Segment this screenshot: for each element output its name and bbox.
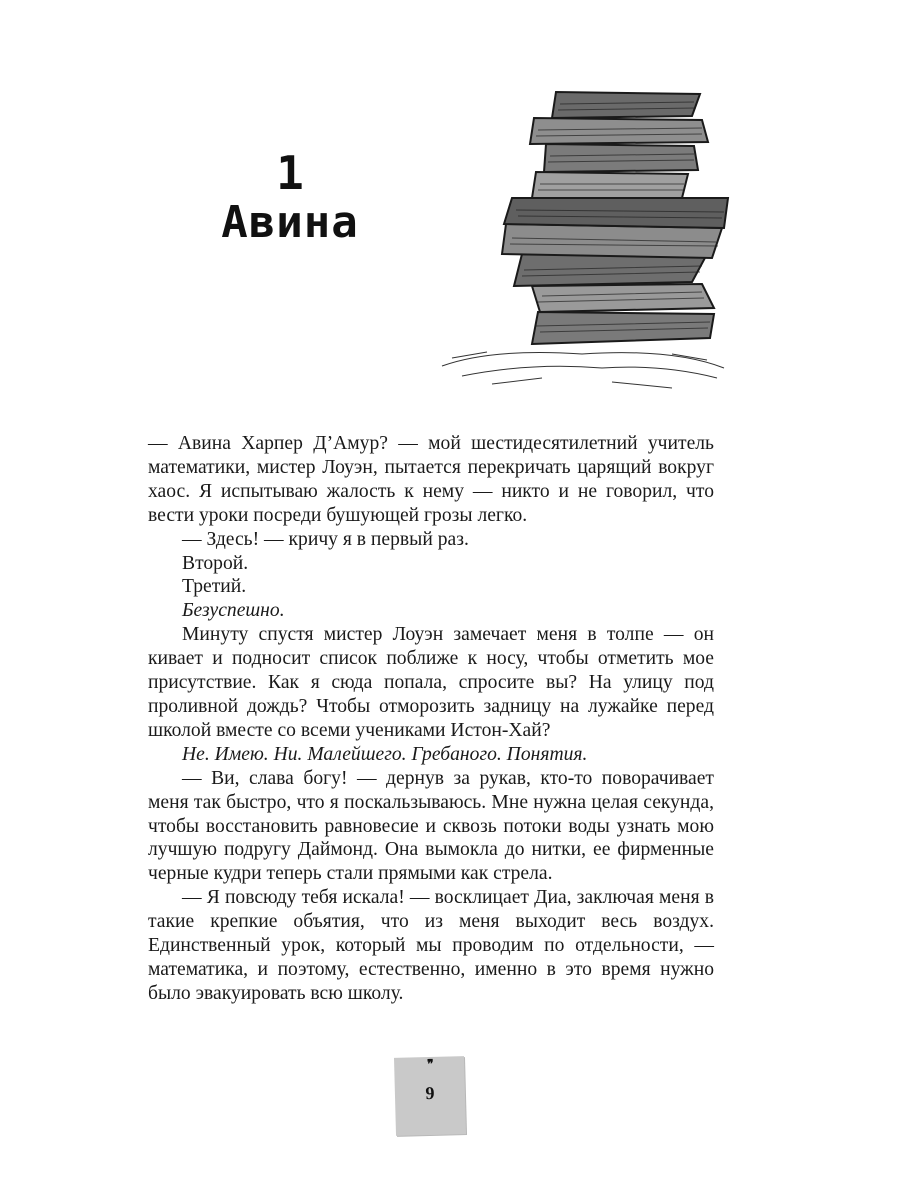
page-number: 9 xyxy=(425,1082,435,1104)
body-text xyxy=(148,432,714,1006)
chapter-heading xyxy=(205,148,375,248)
chapter-number: 1 xyxy=(276,146,304,200)
tab-mark: ❞ xyxy=(426,1056,434,1072)
paragraph: Безуспешно. xyxy=(182,600,285,622)
chapter-title: Авина xyxy=(221,197,359,248)
page-number-tab xyxy=(394,1056,466,1136)
stack-of-books-icon xyxy=(432,86,732,416)
paragraph: — Здесь! — кричу я в первый раз. xyxy=(182,528,469,550)
paragraph: Второй. xyxy=(182,552,249,574)
paragraph: — Я повсюду тебя искала! — восклицает Диа, заключая меня в такие крепкие объятия, что из меня выходит весь воздух. Единственный урок, который мы проводим по отдельности, — математика, и поэтому, естественно, именно в это время нужно было эвакуировать всю школу. xyxy=(148,887,714,1004)
paragraph: — Авина Харпер Д’Амур? — мой шестидесятилетний учитель математики, мистер Лоуэн, пытается перекричать царящий вокруг хаос. Я испытываю жалость к нему — никто и не говорил, что вести уроки посреди бушующей грозы легко. xyxy=(148,433,714,526)
paragraph: Третий. xyxy=(182,576,247,598)
paragraph: — Ви, слава богу! — дернув за рукав, кто-то поворачивает меня так быстро, что я поскальзываюсь. Мне нужна целая секунда, чтобы восстановить равновесие и сквозь потоки воды узнать мою лучшую подругу Даймонд. Она вымокла до нитки, ее фирменные черные кудри теперь стали прямыми как стрела. xyxy=(148,767,714,885)
paragraph: Не. Имею. Ни. Малейшего. Гребаного. Понятия. xyxy=(182,743,588,765)
paragraph: Минуту спустя мистер Лоуэн замечает меня в толпе — он кивает и подносит список поближе к носу, чтобы отметить мое присутствие. Как я сюда попала, спросите вы? На улицу под проливной дождь? Чтобы отморозить задницу на лужайке перед школой вместе со всеми учениками Истон-Хай? xyxy=(148,624,714,741)
